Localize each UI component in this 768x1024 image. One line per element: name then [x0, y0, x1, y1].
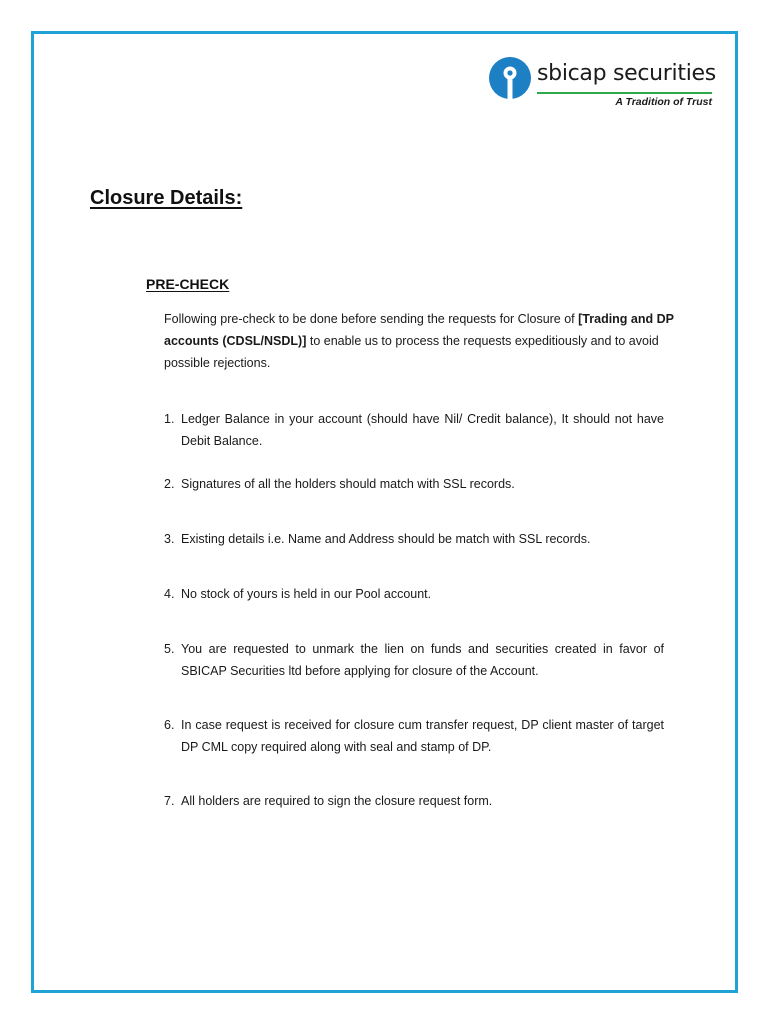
list-item-number: 3. — [164, 532, 175, 546]
brand-name: sbicap securities — [537, 61, 716, 86]
list-item-number: 6. — [164, 718, 175, 732]
intro-text-after: to enable us to process the requests expeditiously and to avoid possible rejections. — [164, 334, 659, 370]
list-item-number: 2. — [164, 477, 175, 491]
list-item-text: Existing details i.e. Name and Address should be match with SSL records. — [181, 532, 591, 546]
intro-paragraph — [164, 308, 684, 374]
list-item-text: Signatures of all the holders should match with SSL records. — [181, 477, 515, 491]
list-item-text: You are requested to unmark the lien on funds and securities created in favor of SBICAP Securities ltd before applying for closure of the Account. — [181, 642, 664, 678]
list-item-text: All holders are required to sign the closure request form. — [181, 794, 493, 808]
list-item — [164, 790, 664, 812]
page-border — [31, 31, 738, 993]
list-item-number: 7. — [164, 794, 175, 808]
list-item-text: In case request is received for closure cum transfer request, DP client master of target DP CML copy required along with seal and stamp of DP. — [181, 718, 664, 754]
list-item-number: 5. — [164, 642, 175, 656]
list-item-number: 4. — [164, 587, 175, 601]
brand-tagline: A Tradition of Trust — [615, 96, 712, 108]
brand-logo — [488, 55, 716, 111]
list-item — [164, 528, 664, 550]
sbi-logo-icon — [488, 56, 532, 100]
list-item — [164, 408, 664, 452]
document-title: Closure Details: — [90, 187, 243, 209]
section-heading: PRE-CHECK — [146, 276, 230, 292]
intro-highlight: [Trading and DP accounts (CDSL/NSDL)] — [164, 312, 674, 348]
intro-text-before: Following pre-check to be done before sending the requests for Closure of — [164, 312, 579, 326]
list-item-text: No stock of yours is held in our Pool account. — [181, 587, 432, 601]
list-item — [164, 714, 664, 758]
list-item — [164, 638, 664, 682]
list-item — [164, 583, 664, 605]
list-item — [164, 473, 664, 495]
list-item-number: 1. — [164, 412, 175, 426]
brand-rule — [537, 92, 712, 94]
list-item-text: Ledger Balance in your account (should have Nil/ Credit balance), It should not have Debit Balance. — [181, 412, 664, 448]
